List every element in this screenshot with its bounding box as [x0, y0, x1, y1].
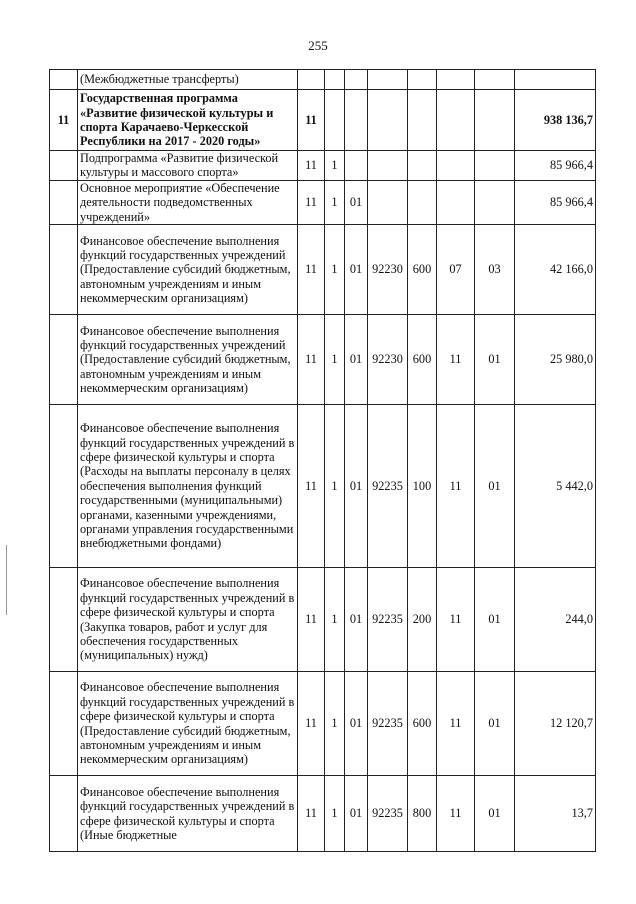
description-cell: Финансовое обеспечение выполнения функций государственных учреждений в сфере физической культуры и спорта (Иные бюджетные: [78, 776, 298, 852]
code-cell-5: [408, 90, 437, 151]
code-cell-3: 01: [345, 672, 368, 776]
code-cell-3: 01: [345, 225, 368, 315]
amount-cell: 25 980,0: [515, 315, 596, 405]
code-cell-4: 92230: [368, 315, 408, 405]
code-cell-4: 92230: [368, 225, 408, 315]
code-cell-2: 1: [325, 315, 345, 405]
table-body: [50, 70, 596, 852]
amount-cell: 5 442,0: [515, 405, 596, 568]
code-cell-6: [437, 90, 475, 151]
page-number: 255: [308, 38, 328, 53]
code-cell-7: 01: [475, 315, 515, 405]
code-cell-1: [298, 70, 325, 90]
description-cell: Основное мероприятие «Обеспечение деятельности подведомственных учреждений»: [78, 180, 298, 224]
code-cell-1: 11: [298, 568, 325, 672]
code-cell-3: 01: [345, 405, 368, 568]
code-cell-2: 1: [325, 180, 345, 224]
code-cell-6: 07: [437, 225, 475, 315]
description-cell: Государственная программа «Развитие физической культуры и спорта Карачаево-Черкесской Республики на 2017 - 2020 годы»: [78, 90, 298, 151]
amount-cell: 244,0: [515, 568, 596, 672]
amount-cell: 85 966,4: [515, 180, 596, 224]
row-index-cell: [50, 70, 78, 90]
description-cell: (Межбюджетные трансферты): [78, 70, 298, 90]
code-cell-4: [368, 70, 408, 90]
code-cell-5: 100: [408, 405, 437, 568]
amount-cell: 13,7: [515, 776, 596, 852]
description-cell: Финансовое обеспечение выполнения функций государственных учреждений (Предоставление субсидий бюджетным, автономным учреждениям и иным некоммерческим организациям): [78, 315, 298, 405]
table-row: [50, 776, 596, 852]
code-cell-7: [475, 151, 515, 181]
code-cell-2: 1: [325, 568, 345, 672]
row-index-cell: [50, 151, 78, 181]
code-cell-2: 1: [325, 776, 345, 852]
code-cell-1: 11: [298, 90, 325, 151]
code-cell-5: [408, 180, 437, 224]
code-cell-4: 92235: [368, 776, 408, 852]
row-index-cell: [50, 225, 78, 315]
row-index-cell: [50, 672, 78, 776]
code-cell-1: 11: [298, 151, 325, 181]
row-index-cell: [50, 568, 78, 672]
table-row: [50, 180, 596, 224]
code-cell-4: [368, 90, 408, 151]
code-cell-2: [325, 90, 345, 151]
code-cell-4: 92235: [368, 568, 408, 672]
code-cell-3: 01: [345, 315, 368, 405]
code-cell-1: 11: [298, 776, 325, 852]
code-cell-5: 200: [408, 568, 437, 672]
code-cell-7: 01: [475, 672, 515, 776]
code-cell-1: 11: [298, 672, 325, 776]
amount-cell: 12 120,7: [515, 672, 596, 776]
amount-cell: 938 136,7: [515, 90, 596, 151]
code-cell-6: [437, 70, 475, 90]
row-index-cell: [50, 180, 78, 224]
code-cell-3: 01: [345, 776, 368, 852]
code-cell-1: 11: [298, 225, 325, 315]
code-cell-7: [475, 70, 515, 90]
code-cell-3: [345, 70, 368, 90]
code-cell-6: 11: [437, 315, 475, 405]
code-cell-2: 1: [325, 225, 345, 315]
row-index-cell: [50, 315, 78, 405]
code-cell-5: [408, 70, 437, 90]
code-cell-4: [368, 180, 408, 224]
code-cell-4: 92235: [368, 672, 408, 776]
code-cell-5: [408, 151, 437, 181]
description-cell: Финансовое обеспечение выполнения функций государственных учреждений в сфере физической культуры и спорта (Предоставление субсидий бюджетным, автономным учреждениям и иным некоммерческим организациям): [78, 672, 298, 776]
code-cell-6: 11: [437, 405, 475, 568]
code-cell-1: 11: [298, 180, 325, 224]
description-cell: Финансовое обеспечение выполнения функций государственных учреждений в сфере физической культуры и спорта (Закупка товаров, работ и услуг для обеспечения государственных (муниципальных) нужд): [78, 568, 298, 672]
row-index-cell: [50, 405, 78, 568]
table-row: [50, 315, 596, 405]
code-cell-5: 800: [408, 776, 437, 852]
code-cell-4: [368, 151, 408, 181]
code-cell-3: [345, 90, 368, 151]
table-row: [50, 672, 596, 776]
row-index-cell: 11: [50, 90, 78, 151]
description-cell: Финансовое обеспечение выполнения функций государственных учреждений (Предоставление субсидий бюджетным, автономным учреждениям и иным некоммерческим организациям): [78, 225, 298, 315]
code-cell-1: 11: [298, 405, 325, 568]
row-index-cell: [50, 776, 78, 852]
description-cell: Финансовое обеспечение выполнения функций государственных учреждений в сфере физической культуры и спорта (Расходы на выплаты персоналу в целях обеспечения выполнения функций государственными (муниципальными) органами, казенными учреждениями, органами управления государственными внебюджетными фондами): [78, 405, 298, 568]
code-cell-6: [437, 151, 475, 181]
code-cell-5: 600: [408, 672, 437, 776]
description-cell: Подпрограмма «Развитие физической культуры и массового спорта»: [78, 151, 298, 181]
table-row: [50, 151, 596, 181]
code-cell-5: 600: [408, 315, 437, 405]
code-cell-6: [437, 180, 475, 224]
code-cell-3: [345, 151, 368, 181]
code-cell-2: [325, 70, 345, 90]
table-row: [50, 405, 596, 568]
code-cell-3: 01: [345, 180, 368, 224]
code-cell-5: 600: [408, 225, 437, 315]
code-cell-6: 11: [437, 672, 475, 776]
code-cell-7: 01: [475, 568, 515, 672]
table-row: [50, 568, 596, 672]
code-cell-2: 1: [325, 405, 345, 568]
amount-cell: [515, 70, 596, 90]
table-row: [50, 90, 596, 151]
table-row: [50, 225, 596, 315]
code-cell-7: 01: [475, 776, 515, 852]
code-cell-3: 01: [345, 568, 368, 672]
code-cell-7: [475, 180, 515, 224]
code-cell-2: 1: [325, 151, 345, 181]
code-cell-6: 11: [437, 776, 475, 852]
scan-margin-mark: [6, 545, 7, 615]
code-cell-7: 03: [475, 225, 515, 315]
code-cell-6: 11: [437, 568, 475, 672]
code-cell-2: 1: [325, 672, 345, 776]
amount-cell: 85 966,4: [515, 151, 596, 181]
code-cell-4: 92235: [368, 405, 408, 568]
budget-table: [49, 69, 596, 852]
amount-cell: 42 166,0: [515, 225, 596, 315]
table-row: [50, 70, 596, 90]
code-cell-1: 11: [298, 315, 325, 405]
code-cell-7: 01: [475, 405, 515, 568]
code-cell-7: [475, 90, 515, 151]
